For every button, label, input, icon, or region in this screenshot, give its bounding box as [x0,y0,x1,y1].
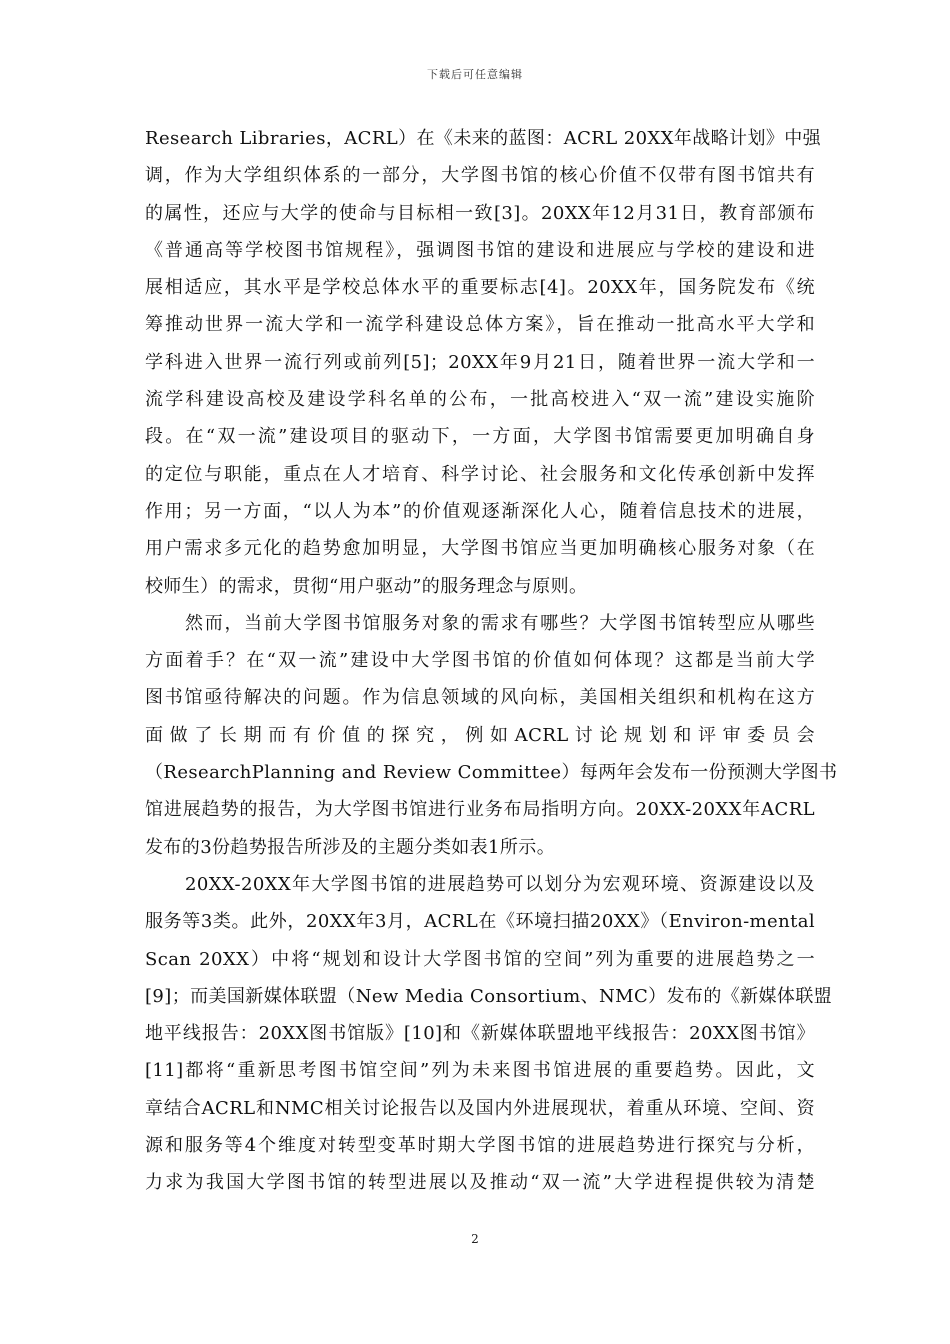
text-line: 的定位与职能，重点在人才培育、科学讨论、社会服务和文化传承创新中发挥 [145,463,815,485]
text-line: [9]；而美国新媒体联盟（New Media Consortium、NMC）发布的《新媒体联盟 [145,985,833,1007]
text-line: 面做了长期而有价值的探究，例如ACRL讨论规划和评审委员会 [145,724,815,746]
text-line: Research Libraries，ACRL）在《未来的蓝图：ACRL 20XX年战略计划》中强 [145,128,822,149]
text-line: 服务等3类。此外，20XX年3月，ACRL在《环境扫描20XX》（Environ-mental [145,911,815,933]
text-line: 然而，当前大学图书馆服务对象的需求有哪些？大学图书馆转型应从哪些 [185,612,815,634]
text-line: 源和服务等4个维度对转型变革时期大学图书馆的进展趋势进行探究与分析， [145,1135,815,1157]
text-line: [11]都将“重新思考图书馆空间”列为未来图书馆进展的重要趋势。因此，文 [145,1060,815,1082]
document-body [145,120,838,1202]
text-line: 段。在“双一流”建设项目的驱动下，一方面，大学图书馆需要更加明确自身 [145,426,815,448]
text-line: 调，作为大学组织体系的一部分，大学图书馆的核心价值不仅带有图书馆共有 [145,165,815,187]
text-line: 校师生）的需求，贯彻“用户驱动”的服务理念与原则。 [145,575,588,597]
text-line: 流学科建设高校及建设学科名单的公布，一批高校进入“双一流”建设实施阶 [145,389,815,411]
text-line: 筹推动世界一流大学和一流学科建设总体方案》，旨在推动一批高水平大学和 [145,314,815,336]
text-line: 的属性，还应与大学的使命与目标相一致[3]。20XX年12月31日，教育部颁布 [145,202,815,224]
text-line: 作用；另一方面，“以人为本”的价值观逐渐深化人心，随着信息技术的进展， [145,500,815,522]
text-line: 图书馆亟待解决的问题。作为信息领域的风向标，美国相关组织和机构在这方 [145,687,815,709]
page-header: 下载后可任意编辑 [427,68,523,81]
text-line: 方面着手？在“双一流”建设中大学图书馆的价值如何体现？这都是当前大学 [145,650,815,672]
paragraph-1 [145,120,822,605]
text-line: 发布的3份趋势报告所涉及的主题分类如表1所示。 [145,836,556,858]
text-line: 力求为我国大学图书馆的转型进展以及推动“双一流”大学进程提供较为清楚 [145,1172,815,1194]
text-line: 《普通高等学校图书馆规程》，强调图书馆的建设和进展应与学校的建设和进 [145,239,815,261]
text-line: 馆进展趋势的报告，为大学图书馆进行业务布局指明方向。20XX-20XX年ACRL [145,799,815,821]
text-line: 学科进入世界一流行列或前列[5]；20XX年9月21日，随着世界一流大学和一 [145,351,815,373]
text-line: （ResearchPlanning and Review Committee）每两年会发布一份预测大学图书 [145,762,838,784]
paragraph-2 [145,605,838,866]
text-line: 地平线报告：20XX图书馆版》[10]和《新媒体联盟地平线报告：20XX图书馆》 [145,1023,815,1045]
text-line: Scan 20XX）中将“规划和设计大学图书馆的空间”列为重要的进展趋势之一 [145,948,815,970]
text-line: 章结合ACRL和NMC相关讨论报告以及国内外进展现状，着重从环境、空间、资 [145,1097,815,1119]
text-line: 展相适应，其水平是学校总体水平的重要标志[4]。20XX年，国务院发布《统 [145,277,815,299]
page-number: 2 [471,1232,479,1246]
text-line: 20XX-20XX年大学图书馆的进展趋势可以划分为宏观环境、资源建设以及 [185,873,815,895]
paragraph-3 [145,866,833,1202]
text-line: 用户需求多元化的趋势愈加明显，大学图书馆应当更加明确核心服务对象（在 [145,538,815,560]
